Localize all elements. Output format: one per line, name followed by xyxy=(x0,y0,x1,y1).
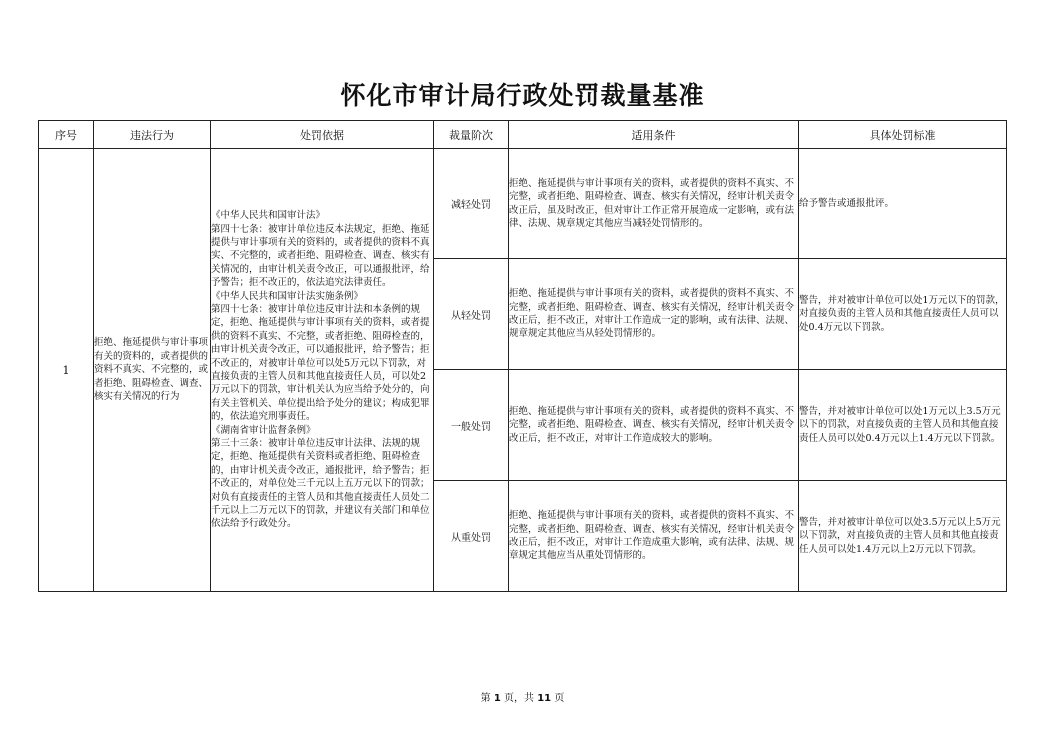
penalty-table xyxy=(38,120,1007,592)
condition-aggravated: 拒绝、拖延提供与审计事项有关的资料，或者提供的资料不真实、不完整，或者拒绝、阻碍检查、调查、核实有关情况，经审计机关责令改正后，拒不改正，对审计工作造成重大影响，或有法律、法规、规章规定其他应当从重处罚情形的。 xyxy=(509,481,799,592)
footer-middle: 页，共 xyxy=(504,693,535,704)
footer-page-number: 1 xyxy=(493,693,501,704)
level-mitigated: 减轻处罚 xyxy=(434,149,509,259)
header-level: 裁量阶次 xyxy=(434,121,509,149)
condition-lenient: 拒绝、拖延提供与审计事项有关的资料，或者提供的资料不真实、不完整，或者拒绝、阻碍检查、调查、核实有关情况，经审计机关责令改正后，拒不改正，对审计工作造成一定的影响，或有法律、法规、规章规定其他应当从轻处罚情形的。 xyxy=(509,259,799,370)
basis-law-title: 《中华人民共和国审计法》 xyxy=(211,210,326,222)
basis-provincial-article: 第三十三条：被审计单位违反审计法律、法规的规定，拒绝、拖延提供有关资料或者拒绝、阻碍检查的，由审计机关责令改正，通报批评，给予警告；拒不改正的，对单位处三千元以上五万元以下的罚款；对负有直接责任的主管人员和其他直接责任人员处二千元以上二万元以下的罚款，并建议有关部门和单位依法给予行政处分。 xyxy=(211,438,430,530)
header-condition: 适用条件 xyxy=(509,121,799,149)
header-basis: 处罚依据 xyxy=(211,121,434,149)
header-behavior: 违法行为 xyxy=(94,121,211,149)
condition-mitigated: 拒绝、拖延提供与审计事项有关的资料，或者提供的资料不真实、不完整，或者拒绝、阻碍检查、调查、核实有关情况，经审计机关责令改正后，虽及时改正，但对审计工作正常开展造成一定影响，或有法律、法规、规章规定其他应当减轻处罚情形的。 xyxy=(509,149,799,259)
page-title: 怀化市审计局行政处罚裁量基准 xyxy=(340,81,705,110)
level-lenient: 从轻处罚 xyxy=(434,259,509,370)
page-footer xyxy=(0,689,1045,704)
row-behavior: 拒绝、拖延提供与审计事项有关的资料的，或者提供的资料不真实、不完整的，或者拒绝、阻碍检查、调查、核实有关情况的行为 xyxy=(94,149,211,592)
level-aggravated: 从重处罚 xyxy=(434,481,509,592)
table-row xyxy=(39,149,1007,259)
footer-prefix: 第 xyxy=(480,693,491,704)
header-standard: 具体处罚标准 xyxy=(799,121,1007,149)
header-seq: 序号 xyxy=(39,121,94,149)
level-general: 一般处罚 xyxy=(434,370,509,481)
standard-mitigated: 给予警告或通报批评。 xyxy=(799,149,1007,259)
basis-law-article: 第四十七条：被审计单位违反本法规定，拒绝、拖延提供与审计事项有关的资料的，或者提供的资料不真实、不完整的，或者拒绝、阻碍检查、调查、核实有关情况的，由审计机关责令改正，可以通报批评，给予警告；拒不改正的，依法追究法律责任。 xyxy=(211,223,430,289)
header-row xyxy=(39,121,1007,149)
row-seq: 1 xyxy=(39,149,94,592)
footer-total-pages: 11 xyxy=(537,693,552,704)
row-basis xyxy=(211,149,434,592)
basis-provincial-title: 《湖南省审计监督条例》 xyxy=(211,424,316,436)
condition-general: 拒绝、拖延提供与审计事项有关的资料，或者提供的资料不真实、不完整，或者拒绝、阻碍检查、调查、核实有关情况，经审计机关责令改正后，拒不改正，对审计工作造成较大的影响。 xyxy=(509,370,799,481)
basis-regulation-title: 《中华人民共和国审计法实施条例》 xyxy=(211,290,364,302)
standard-lenient: 警告，并对被审计单位可以处1万元以下的罚款，对直接负责的主管人员和其他直接责任人员可以处0.4万元以下罚款。 xyxy=(799,259,1007,370)
basis-regulation-article: 第四十七条：被审计单位违反审计法和本条例的规定，拒绝、拖延提供与审计事项有关的资料，或者提供的资料不真实、不完整，或者拒绝、阻碍检查的，由审计机关责令改正，可以通报批评，给予警告；拒不改正的，对被审计单位可以处5万元以下罚款，对直接负责的主管人员和其他直接责任人员，可以处2万元以下的罚款，审计机关认为应当给予处分的，向有关主管机关、单位提出给予处分的建议；构成犯罪的，依法追究刑事责任。 xyxy=(211,303,430,423)
standard-aggravated: 警告，并对被审计单位可以处3.5万元以上5万元以下罚款，对直接负责的主管人员和其他直接责任人员可以处1.4万元以上2万元以下罚款。 xyxy=(799,481,1007,592)
standard-general: 警告，并对被审计单位可以处1万元以上3.5万元以下的罚款，对直接负责的主管人员和其他直接责任人员可以处0.4万元以上1.4万元以下罚款。 xyxy=(799,370,1007,481)
footer-suffix: 页 xyxy=(554,693,565,704)
